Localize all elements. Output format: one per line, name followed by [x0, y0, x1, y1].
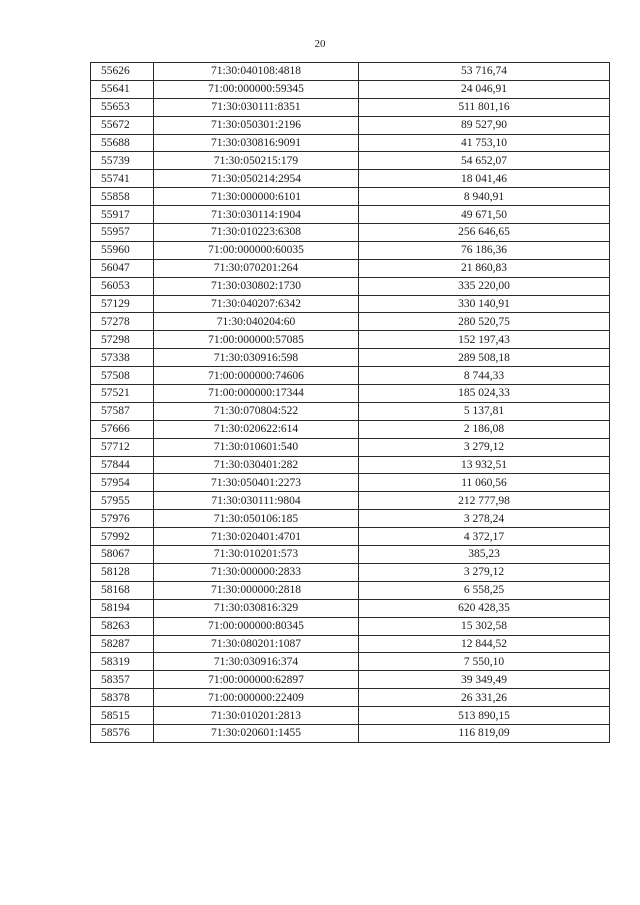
cell-cadastral-number: 71:00:000000:22409 — [154, 689, 359, 707]
cell-cadastral-number: 71:30:010601:540 — [154, 438, 359, 456]
cell-value: 6 558,25 — [359, 581, 610, 599]
cell-cadastral-number: 71:30:020622:614 — [154, 420, 359, 438]
table-row — [91, 671, 610, 689]
cell-cadastral-number: 71:30:070201:264 — [154, 259, 359, 277]
cell-cadastral-number: 71:30:030816:329 — [154, 599, 359, 617]
cell-id: 55672 — [91, 116, 154, 134]
table-row — [91, 420, 610, 438]
cell-id: 57992 — [91, 528, 154, 546]
cell-id: 57298 — [91, 331, 154, 349]
table-row — [91, 474, 610, 492]
table-row — [91, 313, 610, 331]
cell-cadastral-number: 71:30:020401:4701 — [154, 528, 359, 546]
cell-cadastral-number: 71:30:030401:282 — [154, 456, 359, 474]
cell-value: 5 137,81 — [359, 402, 610, 420]
cell-id: 58515 — [91, 707, 154, 725]
cell-id: 55688 — [91, 134, 154, 152]
cell-value: 89 527,90 — [359, 116, 610, 134]
cell-id: 56053 — [91, 277, 154, 295]
table-row — [91, 116, 610, 134]
cell-value: 39 349,49 — [359, 671, 610, 689]
cell-value: 511 801,16 — [359, 98, 610, 116]
table-row — [91, 259, 610, 277]
table-row — [91, 152, 610, 170]
cell-value: 12 844,52 — [359, 635, 610, 653]
cell-cadastral-number: 71:30:030802:1730 — [154, 277, 359, 295]
data-table — [90, 62, 610, 743]
cell-value: 116 819,09 — [359, 724, 610, 742]
cell-cadastral-number: 71:30:050401:2273 — [154, 474, 359, 492]
table-row — [91, 617, 610, 635]
table-row — [91, 170, 610, 188]
cell-id: 58168 — [91, 581, 154, 599]
cell-id: 55917 — [91, 206, 154, 224]
cell-value: 3 279,12 — [359, 563, 610, 581]
cell-id: 57587 — [91, 402, 154, 420]
cell-value: 280 520,75 — [359, 313, 610, 331]
cell-value: 513 890,15 — [359, 707, 610, 725]
table-row — [91, 689, 610, 707]
cell-value: 335 220,00 — [359, 277, 610, 295]
cell-cadastral-number: 71:30:040207:6342 — [154, 295, 359, 313]
table-row — [91, 80, 610, 98]
cell-id: 55626 — [91, 63, 154, 81]
table-row — [91, 224, 610, 242]
cell-cadastral-number: 71:00:000000:74606 — [154, 367, 359, 385]
table-row — [91, 98, 610, 116]
cell-cadastral-number: 71:30:020601:1455 — [154, 724, 359, 742]
page-number: 20 — [314, 38, 326, 50]
table-row — [91, 438, 610, 456]
cell-id: 58194 — [91, 599, 154, 617]
cell-value: 289 508,18 — [359, 349, 610, 367]
table-row — [91, 63, 610, 81]
cell-cadastral-number: 71:30:000000:2833 — [154, 563, 359, 581]
cell-id: 58357 — [91, 671, 154, 689]
cell-id: 57844 — [91, 456, 154, 474]
cell-cadastral-number: 71:00:000000:60035 — [154, 241, 359, 259]
cell-cadastral-number: 71:30:050214:2954 — [154, 170, 359, 188]
cell-cadastral-number: 71:30:070804:522 — [154, 402, 359, 420]
cell-value: 620 428,35 — [359, 599, 610, 617]
cell-value: 3 278,24 — [359, 510, 610, 528]
cell-id: 57666 — [91, 420, 154, 438]
cell-cadastral-number: 71:30:030916:598 — [154, 349, 359, 367]
cell-value: 49 671,50 — [359, 206, 610, 224]
table-row — [91, 653, 610, 671]
cell-value: 26 331,26 — [359, 689, 610, 707]
table-row — [91, 277, 610, 295]
cell-id: 57338 — [91, 349, 154, 367]
cell-cadastral-number: 71:30:000000:2818 — [154, 581, 359, 599]
cell-value: 53 716,74 — [359, 63, 610, 81]
cell-id: 58319 — [91, 653, 154, 671]
cell-value: 76 186,36 — [359, 241, 610, 259]
cell-value: 18 041,46 — [359, 170, 610, 188]
cell-id: 55741 — [91, 170, 154, 188]
table-row — [91, 295, 610, 313]
cell-id: 55641 — [91, 80, 154, 98]
table-row — [91, 724, 610, 742]
cell-value: 212 777,98 — [359, 492, 610, 510]
cell-id: 58263 — [91, 617, 154, 635]
cell-value: 11 060,56 — [359, 474, 610, 492]
cell-value: 7 550,10 — [359, 653, 610, 671]
cell-id: 58287 — [91, 635, 154, 653]
cell-id: 57508 — [91, 367, 154, 385]
cell-value: 21 860,83 — [359, 259, 610, 277]
table-row — [91, 188, 610, 206]
cell-cadastral-number: 71:30:050301:2196 — [154, 116, 359, 134]
cell-value: 185 024,33 — [359, 385, 610, 403]
cell-id: 58378 — [91, 689, 154, 707]
cell-value: 15 302,58 — [359, 617, 610, 635]
cell-id: 58067 — [91, 546, 154, 564]
cell-value: 4 372,17 — [359, 528, 610, 546]
table-row — [91, 546, 610, 564]
cell-id: 57955 — [91, 492, 154, 510]
cell-value: 41 753,10 — [359, 134, 610, 152]
cell-id: 55960 — [91, 241, 154, 259]
cell-cadastral-number: 71:00:000000:57085 — [154, 331, 359, 349]
table-row — [91, 456, 610, 474]
cell-cadastral-number: 71:30:030916:374 — [154, 653, 359, 671]
cell-id: 55858 — [91, 188, 154, 206]
cell-cadastral-number: 71:00:000000:17344 — [154, 385, 359, 403]
cell-cadastral-number: 71:30:030114:1904 — [154, 206, 359, 224]
table-body — [91, 63, 610, 743]
cell-id: 57278 — [91, 313, 154, 331]
table-row — [91, 528, 610, 546]
cell-value: 3 279,12 — [359, 438, 610, 456]
cell-cadastral-number: 71:00:000000:59345 — [154, 80, 359, 98]
cell-value: 54 652,07 — [359, 152, 610, 170]
cell-cadastral-number: 71:30:010223:6308 — [154, 224, 359, 242]
table-row — [91, 367, 610, 385]
table-row — [91, 331, 610, 349]
cell-value: 13 932,51 — [359, 456, 610, 474]
cell-id: 58128 — [91, 563, 154, 581]
table-row — [91, 510, 610, 528]
cell-cadastral-number: 71:30:040204:60 — [154, 313, 359, 331]
table-row — [91, 563, 610, 581]
cell-cadastral-number: 71:30:050106:185 — [154, 510, 359, 528]
cell-id: 56047 — [91, 259, 154, 277]
cell-id: 57521 — [91, 385, 154, 403]
table-row — [91, 349, 610, 367]
table-row — [91, 581, 610, 599]
cell-cadastral-number: 71:30:010201:573 — [154, 546, 359, 564]
cell-cadastral-number: 71:30:000000:6101 — [154, 188, 359, 206]
cell-id: 55739 — [91, 152, 154, 170]
cell-cadastral-number: 71:00:000000:62897 — [154, 671, 359, 689]
table-row — [91, 599, 610, 617]
cell-value: 24 046,91 — [359, 80, 610, 98]
cell-id: 58576 — [91, 724, 154, 742]
cell-cadastral-number: 71:30:030111:8351 — [154, 98, 359, 116]
cell-cadastral-number: 71:00:000000:80345 — [154, 617, 359, 635]
cell-id: 55957 — [91, 224, 154, 242]
cell-cadastral-number: 71:30:010201:2813 — [154, 707, 359, 725]
table-row — [91, 707, 610, 725]
cell-value: 256 646,65 — [359, 224, 610, 242]
cell-value: 152 197,43 — [359, 331, 610, 349]
cell-id: 57129 — [91, 295, 154, 313]
cell-value: 8 940,91 — [359, 188, 610, 206]
table-row — [91, 402, 610, 420]
table-row — [91, 492, 610, 510]
cell-id: 55653 — [91, 98, 154, 116]
cell-value: 2 186,08 — [359, 420, 610, 438]
cell-cadastral-number: 71:30:030111:9804 — [154, 492, 359, 510]
table-row — [91, 241, 610, 259]
cell-cadastral-number: 71:30:050215:179 — [154, 152, 359, 170]
cell-id: 57976 — [91, 510, 154, 528]
cell-cadastral-number: 71:30:080201:1087 — [154, 635, 359, 653]
cell-id: 57712 — [91, 438, 154, 456]
cell-id: 57954 — [91, 474, 154, 492]
table-row — [91, 134, 610, 152]
cell-cadastral-number: 71:30:040108:4818 — [154, 63, 359, 81]
table-row — [91, 385, 610, 403]
cell-cadastral-number: 71:30:030816:9091 — [154, 134, 359, 152]
table-row — [91, 635, 610, 653]
cell-value: 8 744,33 — [359, 367, 610, 385]
cell-value: 330 140,91 — [359, 295, 610, 313]
cell-value: 385,23 — [359, 546, 610, 564]
table-row — [91, 206, 610, 224]
